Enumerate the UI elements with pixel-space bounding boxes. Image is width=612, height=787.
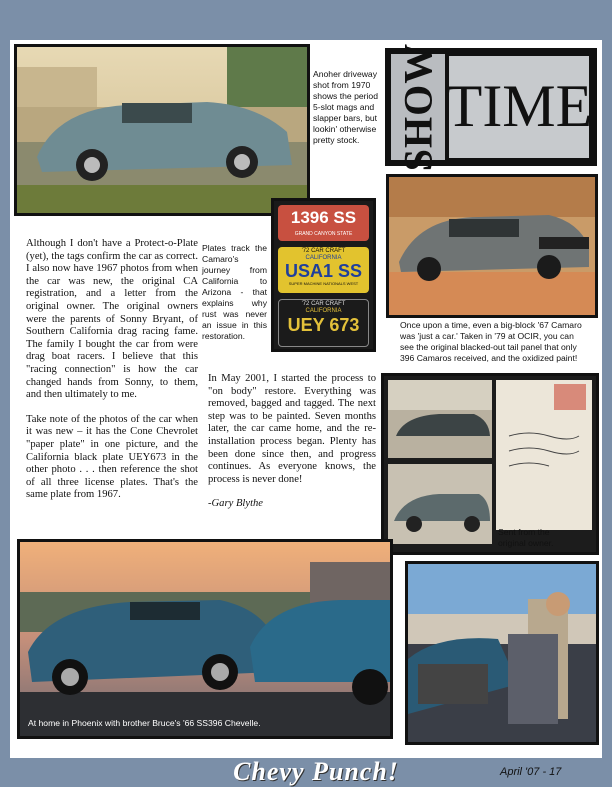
magazine-title: Chevy Punch! (233, 757, 399, 786)
show-time-logo-right (447, 54, 591, 160)
show-time-logo-left (391, 42, 445, 172)
plates-caption: Plates track the Camaro's journey from California to Arizona - that explains why rust was never an issue in this restoration. (202, 243, 267, 341)
ocir-caption: Once upon a time, even a big-block '67 Camaro was 'just a car.' Taken in '79 at OCIR, you can see the original blacked-out tail panel that only 396 Camaros received, and the oxidized paint! (400, 320, 582, 363)
ocir-1979-photo (386, 174, 598, 318)
show-time-logo (385, 42, 597, 172)
show-text: SHOW (395, 42, 441, 172)
driveway-caption: Anoher driveway shot from 1970 shows the period 5-slot mags and slapper bars, but lookin' otherwise pretty stock. (313, 69, 378, 145)
plate-2: '72 CAR CRAFT CALIFORNIA USA1 SS SUPER MACHINE NATIONALS WEST (278, 247, 369, 293)
article-column-2 (208, 373, 376, 523)
article-column-1 (26, 238, 198, 514)
plate-3: '72 CAR CRAFT CALIFORNIA UEY 673 (278, 299, 369, 347)
phoenix-photo (17, 539, 393, 739)
car-show-photo (405, 561, 599, 745)
driveway-photo-1970 (14, 44, 310, 216)
original-owner-caption: Sent from the original owner. (498, 527, 554, 548)
plate-1: 1396 SS GRAND CANYON STATE (278, 205, 369, 241)
phoenix-caption: At home in Phoenix with brother Bruce's '66 SS396 Chevelle. (28, 718, 261, 728)
page-date: April '07 - 17 (500, 766, 562, 778)
license-plates-photo (271, 198, 376, 352)
article-paragraph-3: In May 2001, I started the process to "on body" restore. Everything was removed, bagged and tagged. The next step was to be painted. Seven months later, the car came home, and the re-installation process began. Plenty has been done since then, and progress continues. As everyone knows, the process is never done! (208, 373, 376, 485)
article-paragraph-1: Although I don't have a Protect-o-Plate (yet), the tags confirm the car as correct. I also now have 1967 photos from when the car was new, the original CA registration, and a letter from the original owner. The original owners were the parents of Sonny Bryant, of Southern California drag racing fame. The family I bought the car from were drag boat racers. I believe that this "racing connection" is how the car changed hands from Sonny, to them, and then ultimately to me. (26, 238, 198, 401)
signature: -Gary Blythe (208, 498, 264, 510)
time-text: TIME (445, 72, 593, 139)
article-paragraph-2: Take note of the photos of the car when it was new – it has the Cone Chevrolet "paper plate" in one picture, and the California black plate UEY673 in the other photo . . . then reference the shot of all three license plates. That's the same plate from 1967. (26, 413, 198, 501)
